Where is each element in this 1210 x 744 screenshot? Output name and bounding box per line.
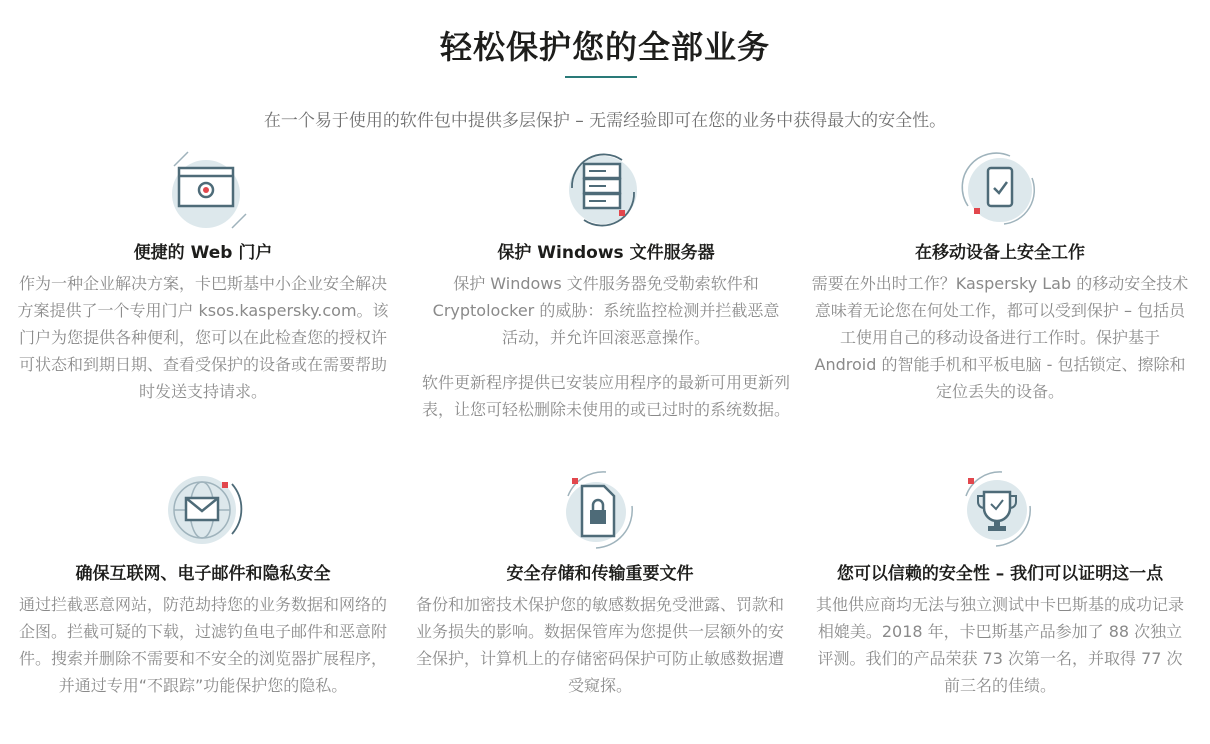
feature-description: 备份和加密技术保护您的敏感数据免受泄露、罚款和业务损失的影响。数据保管库为您提供一层额外的安全保护，计算机上的存储密码保护可防止敏感数据遭受窥探。 [415, 595, 784, 695]
feature-description-2: 软件更新程序提供已安装应用程序的最新可用更新列表，让您可轻松删除未使用的或已过时的系统数据。 [421, 373, 790, 419]
feature-web-portal [13, 242, 393, 405]
feature-title: 便捷的 Web 门户 [133, 243, 273, 263]
title-underline [565, 76, 637, 78]
page-title: 轻松保护您的全部业务 [439, 28, 770, 66]
feature-secure-storage [410, 563, 790, 699]
page-subtitle: 在一个易于使用的软件包中提供多层保护 – 无需经验即可在您的业务中获得最大的安全性。 [263, 111, 947, 131]
feature-description: 需要在外出时工作？Kaspersky Lab 的移动安全技术意味着无论您在何处工作，都可以受到保护 – 包括员工使用自己的移动设备进行工作时。保护基于 Android 的智能手机和平板电脑 - 包括锁定、擦除和定位丢失的设备。 [811, 274, 1189, 401]
feature-mobile [810, 242, 1190, 405]
locked-file-icon [556, 466, 656, 556]
web-portal-icon [158, 148, 258, 238]
feature-description: 作为一种企业解决方案，卡巴斯基中小企业安全解决方案提供了一个专用门户 ksos.kaspersky.com。该门户为您提供各种便利，您可以在此检查您的授权许可状态和到期日期、查看受保护的设备或在需要帮助时发送支持请求。 [17, 274, 389, 401]
feature-title: 安全存储和传输重要文件 [506, 564, 694, 584]
feature-description: 保护 Windows 文件服务器免受勒索软件和 Cryptolocker 的威胁：系统监控检测并拦截恶意活动，并允许回滚恶意操作。 [432, 274, 780, 347]
file-server-icon [556, 148, 656, 238]
email-globe-icon [152, 468, 252, 558]
feature-trusted-security [810, 563, 1190, 699]
feature-title: 保护 Windows 文件服务器 [497, 243, 715, 263]
trophy-icon [950, 466, 1050, 556]
feature-title: 您可以信赖的安全性 – 我们可以证明这一点 [836, 564, 1164, 584]
feature-description: 通过拦截恶意网站，防范劫持您的业务数据和网络的企图。拦截可疑的下载，过滤钓鱼电子邮件和恶意附件。搜索并删除不需要和不安全的浏览器扩展程序，并通过专用“不跟踪”功能保护您的隐私。 [18, 595, 387, 695]
feature-description: 其他供应商均无法与独立测试中卡巴斯基的成功记录相媲美。2018 年，卡巴斯基产品参加了 88 次独立评测。我们的产品荣获 73 次第一名，并取得 77 次前三名的佳绩。 [815, 595, 1184, 695]
feature-title: 在移动设备上安全工作 [915, 243, 1085, 263]
feature-title: 确保互联网、电子邮件和隐私安全 [75, 564, 331, 584]
feature-internet-security [13, 563, 393, 699]
mobile-device-icon [950, 150, 1050, 240]
feature-file-server [416, 242, 796, 423]
